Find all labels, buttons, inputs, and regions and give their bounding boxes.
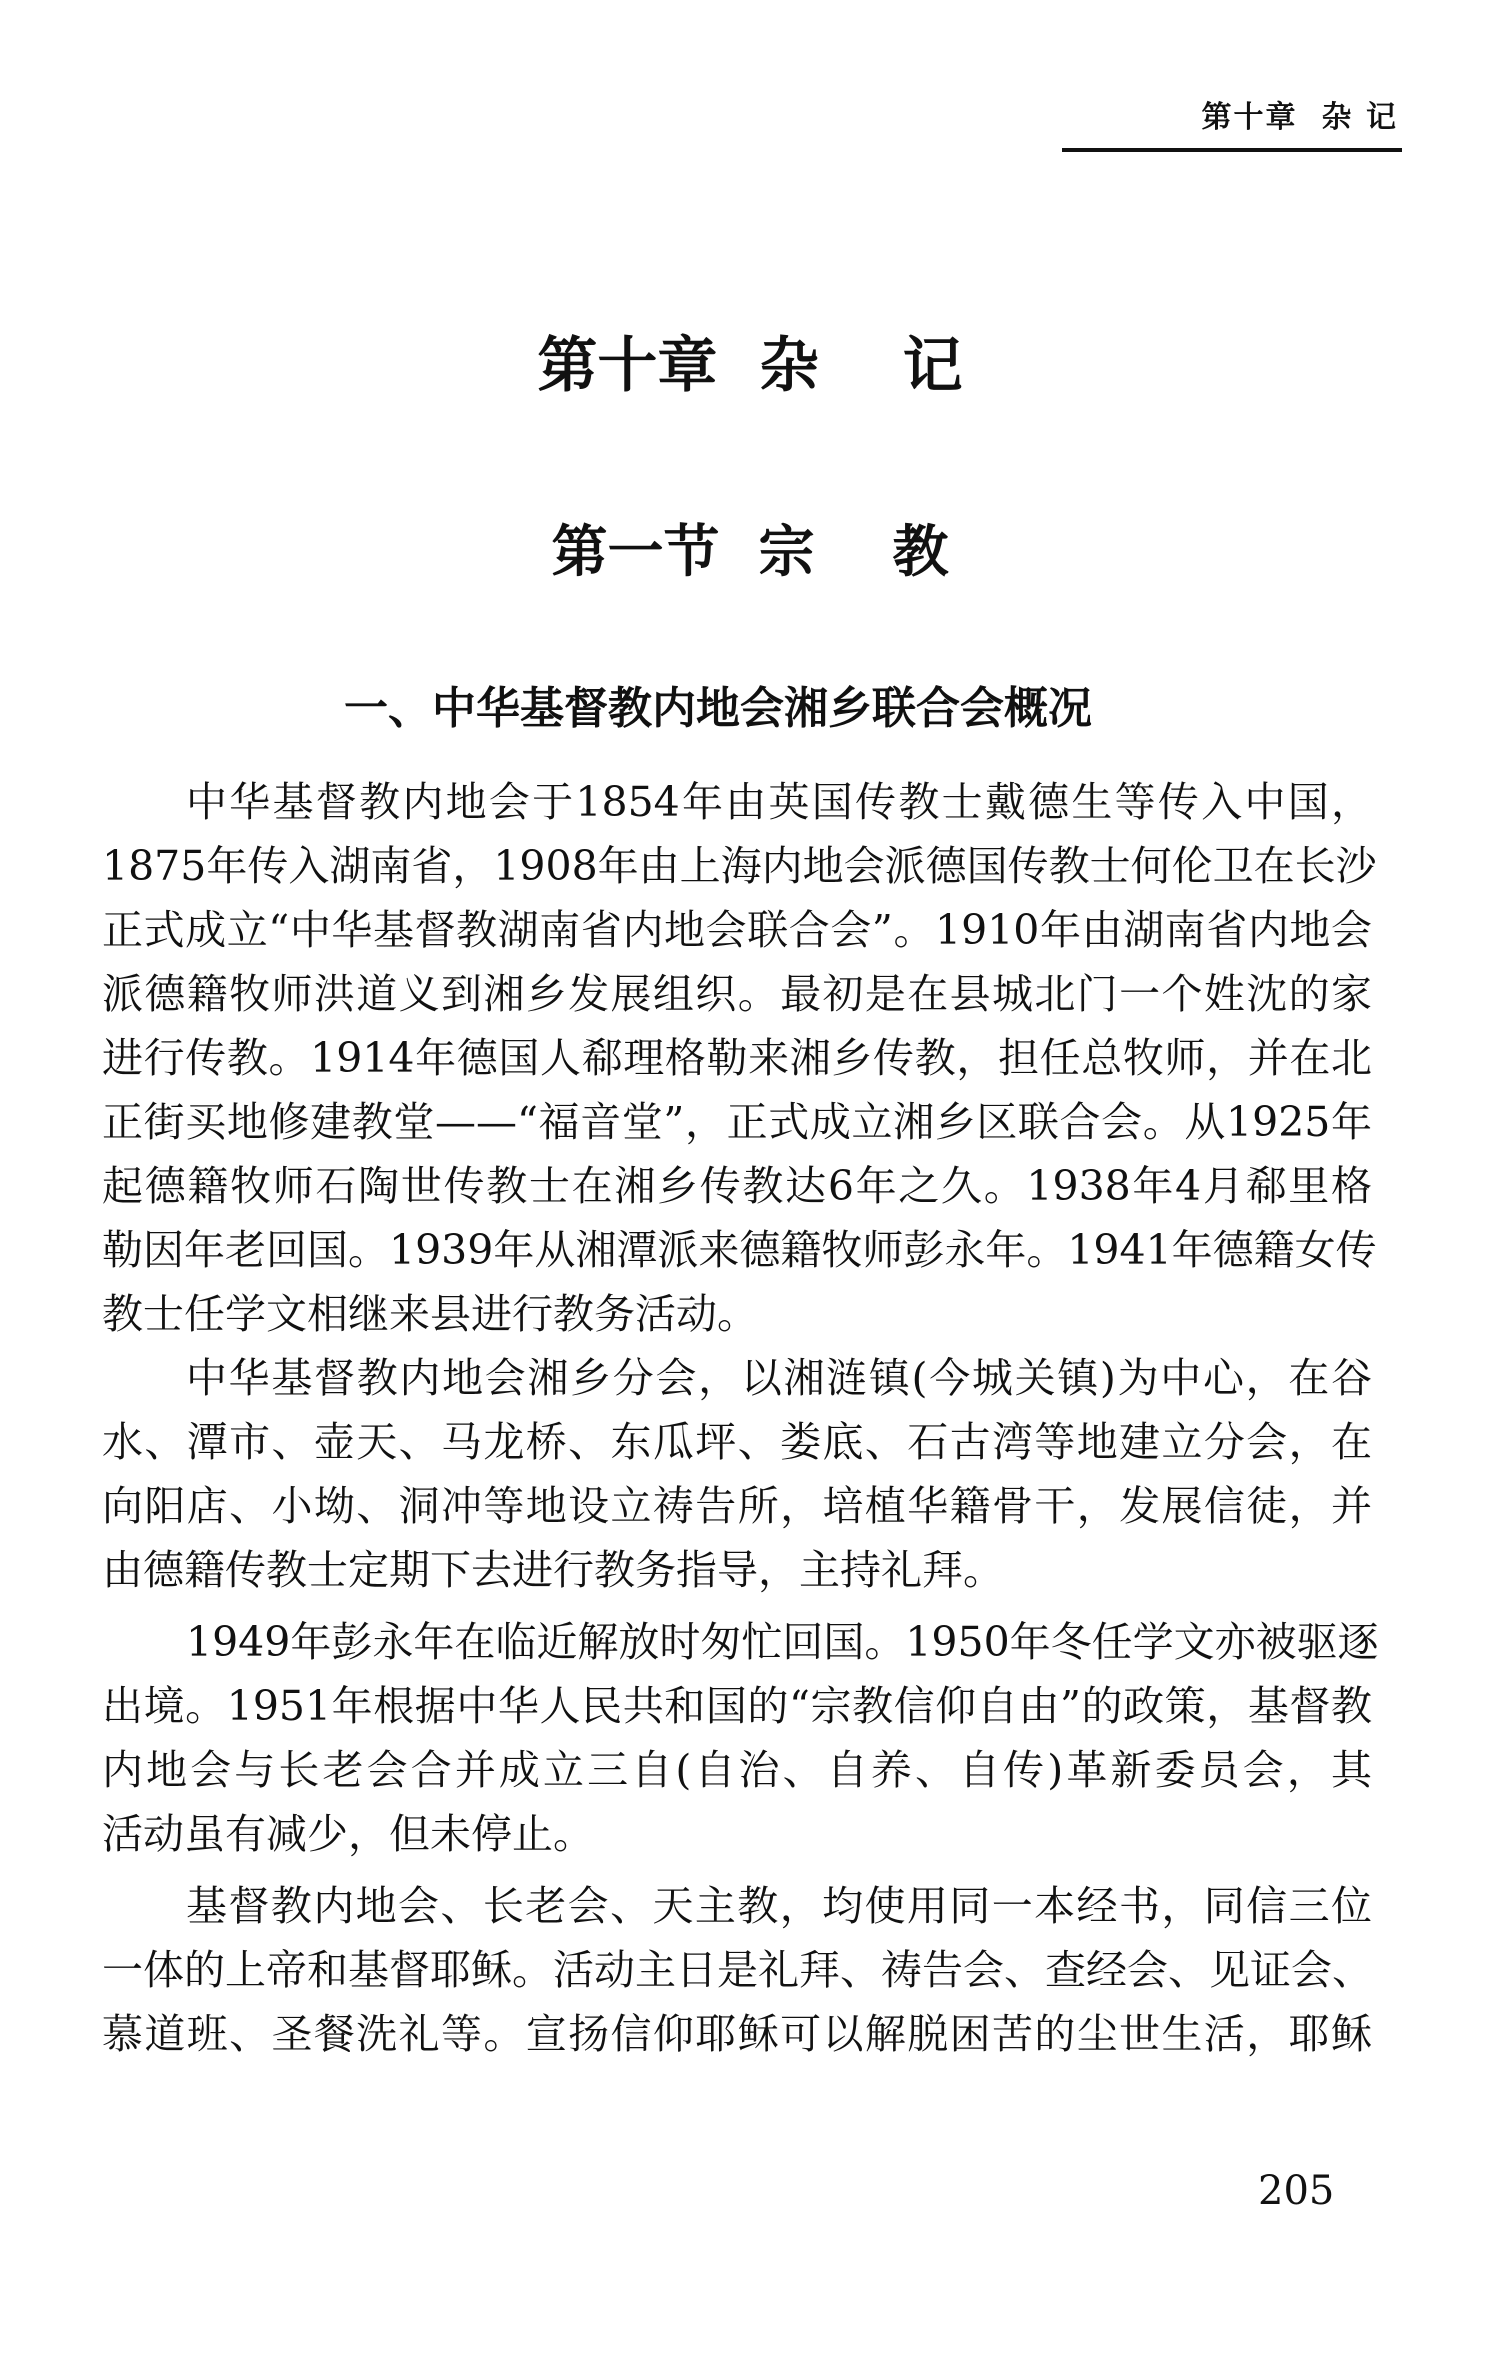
text-line: 1949年彭永年在临近解放时匆忙回国。1950年冬任学文亦被驱逐 [186, 1618, 1379, 1666]
running-head-subject: 杂 记 [1321, 100, 1398, 135]
text-line: 1875年传入湖南省，1908年由上海内地会派德国传教士何伦卫在长沙 [102, 842, 1377, 890]
body-text [102, 770, 1379, 2066]
text-line: 中华基督教内地会湘乡分会，以湘涟镇(今城关镇)为中心，在谷 [186, 1354, 1372, 1402]
running-head-chapter: 第十章 [1201, 100, 1298, 135]
text-line: 向阳店、小坳、洞冲等地设立祷告所，培植华籍骨干，发展信徒，并 [102, 1482, 1372, 1530]
text-line: 基督教内地会、长老会、天主教，均使用同一本经书，同信三位 [186, 1882, 1372, 1930]
text-line: 中华基督教内地会于1854年由英国传教士戴德生等传入中国， [186, 778, 1372, 826]
chapter-title: 第十章 杂 记 [537, 331, 963, 401]
text-line: 活动虽有减少，但未停止。 [102, 1810, 594, 1858]
subsection-title: 一、中华基督教内地会湘乡联合会概况 [344, 683, 1092, 734]
text-line: 水、潭市、壶天、马龙桥、东瓜坪、娄底、石古湾等地建立分会，在 [102, 1418, 1372, 1466]
text-line: 一体的上帝和基督耶稣。活动主日是礼拜、祷告会、查经会、见证会、 [102, 1946, 1373, 1994]
running-head [1202, 92, 1398, 136]
text-line: 慕道班、圣餐洗礼等。宣扬信仰耶稣可以解脱困苦的尘世生活，耶稣 [102, 2010, 1372, 2058]
text-line: 出境。1951年根据中华人民共和国的“宗教信仰自由”的政策，基督教 [102, 1682, 1372, 1730]
text-line: 派德籍牧师洪道义到湘乡发展组织。最初是在县城北门一个姓沈的家 [102, 970, 1372, 1018]
text-line: 教士任学文相继来县进行教务活动。 [102, 1290, 758, 1338]
header-rule [1062, 148, 1402, 152]
page-number: 205 [1258, 2168, 1335, 2214]
text-line: 由德籍传教士定期下去进行教务指导，主持礼拜。 [102, 1546, 1004, 1594]
text-line: 进行传教。1914年德国人郗理格勒来湘乡传教，担任总牧师，并在北 [102, 1034, 1372, 1082]
paragraph-gap [102, 1602, 1372, 1610]
text-line: 勒因年老回国。1939年从湘潭派来德籍牧师彭永年。1941年德籍女传 [102, 1226, 1377, 1274]
paragraph-gap [102, 1866, 1372, 1874]
text-line: 起德籍牧师石陶世传教士在湘乡传教达6年之久。1938年4月郗里格 [102, 1162, 1372, 1210]
text-line: 正街买地修建教堂——“福音堂”，正式成立湘乡区联合会。从1925年 [102, 1098, 1372, 1146]
text-line: 内地会与长老会合并成立三自(自治、自养、自传)革新委员会，其 [102, 1746, 1372, 1794]
section-title: 第一节 宗 教 [551, 520, 949, 585]
text-line: 正式成立“中华基督教湖南省内地会联合会”。1910年由湖南省内地会 [102, 906, 1372, 954]
